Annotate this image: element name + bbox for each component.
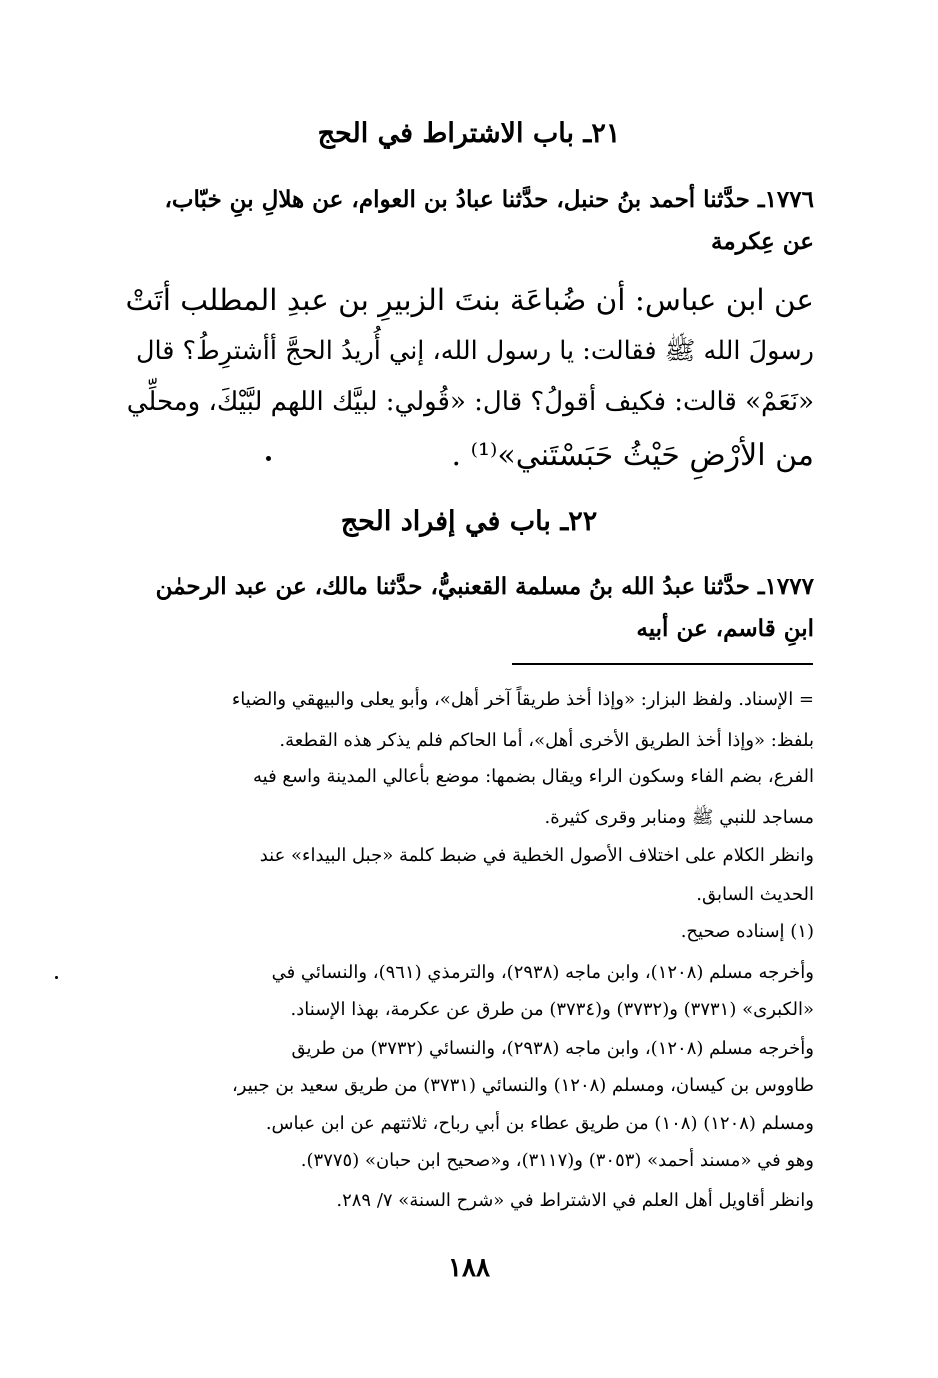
footnote-line: مساجد للنبي ﷺ ومنابر وقرى كثيرة. [544,807,814,828]
stray-dot [266,456,271,461]
footnote-line: الفرع، بضم الفاء وسكون الراء ويقال بضمها: موضع بأعالي المدينة واسع فيه [253,766,814,787]
footnote-line: وانظر أقاويل أهل العلم في الاشتراط في «شرح السنة» ٧/ ٢٨٩. [336,1190,814,1211]
isnad-line: ١٧٧٧ـ حدَّثنا عبدُ الله بنُ مسلمة القعنبيُّ، حدَّثنا مالك، عن عبد الرحمٰن [155,573,814,600]
isnad-line: ١٧٧٦ـ حدَّثنا أحمد بنُ حنبل، حدَّثنا عبادُ بن العوام، عن هلالِ بنِ خبّاب، [164,186,814,213]
footnote-line: وأخرجه مسلم (١٢٠٨)، وابن ماجه (٢٩٣٨)، والترمذي (٩٦١)، والنسائي في [271,962,814,983]
page-number: ١٨٨ [448,1253,490,1283]
footnote-line: وانظر الكلام على اختلاف الأصول الخطية في ضبط كلمة «جبل البيداء» عند [259,845,814,866]
footnote-line: وأخرجه مسلم (١٢٠٨)، وابن ماجه (٢٩٣٨)، والنسائي (٣٧٣٢) من طريق [291,1038,814,1059]
footnote-line: (١) إسناده صحيح. [680,921,814,942]
footnote-line: طاووس بن كيسان، ومسلم (١٢٠٨) والنسائي (٣٧٣١) من طريق سعيد بن جبير، [231,1075,814,1096]
stray-dot [55,976,58,979]
matn-line: من الأرْضِ حَيْثُ حَبَسْتَني»⁽¹⁾ . [451,438,814,473]
footnote-line: الحديث السابق. [696,884,814,905]
footnote-line: بلفظ: «وإذا أخذ الطريق الأخرى أهل»، أما الحاكم فلم يذكر هذه القطعة. [279,730,814,751]
footnote-line: «الكبرى» (٣٧٣١) و(٣٧٣٢) و(٣٧٣٤) من طرق عن عكرمة، بهذا الإسناد. [290,999,814,1020]
chapter-heading-22: ٢٢ـ باب في إفراد الحج [340,506,598,537]
footnote-line: ومسلم (١٢٠٨) (١٠٨) من طريق عطاء بن أبي رباح، ثلاثتهم عن ابن عباس. [265,1113,814,1134]
footnote-separator [512,663,813,665]
isnad-line: ابنِ قاسم، عن أبيه [636,615,814,642]
matn-line: رسولَ الله ﷺ فقالت: يا رسول الله، إني أُريدُ الحجَّ أأشترِطُ؟ قال [135,336,814,366]
isnad-line: عن عِكرمة [710,228,814,255]
chapter-heading-21: ٢١ـ باب الاشتراط في الحج [317,118,621,149]
matn-line: «نَعَمْ» قالت: فكيف أقولُ؟ قال: «قُولي: لبيَّك اللهم لبَّيْكَ، ومحلِّي [126,387,814,417]
footnote-line: = الإسناد. ولفظ البزار: «وإذا أخذ طريقاً آخر أهل»، وأبو يعلى والبيهقي والضياء [231,689,814,710]
matn-line: عن ابن عباس: أن ضُباعَة بنتَ الزبيرِ بن عبدِ المطلب أتَتْ [125,283,814,317]
footnote-line: وهو في «مسند أحمد» (٣٠٥٣) و(٣١١٧)، و«صحيح ابن حبان» (٣٧٧٥). [300,1150,814,1171]
